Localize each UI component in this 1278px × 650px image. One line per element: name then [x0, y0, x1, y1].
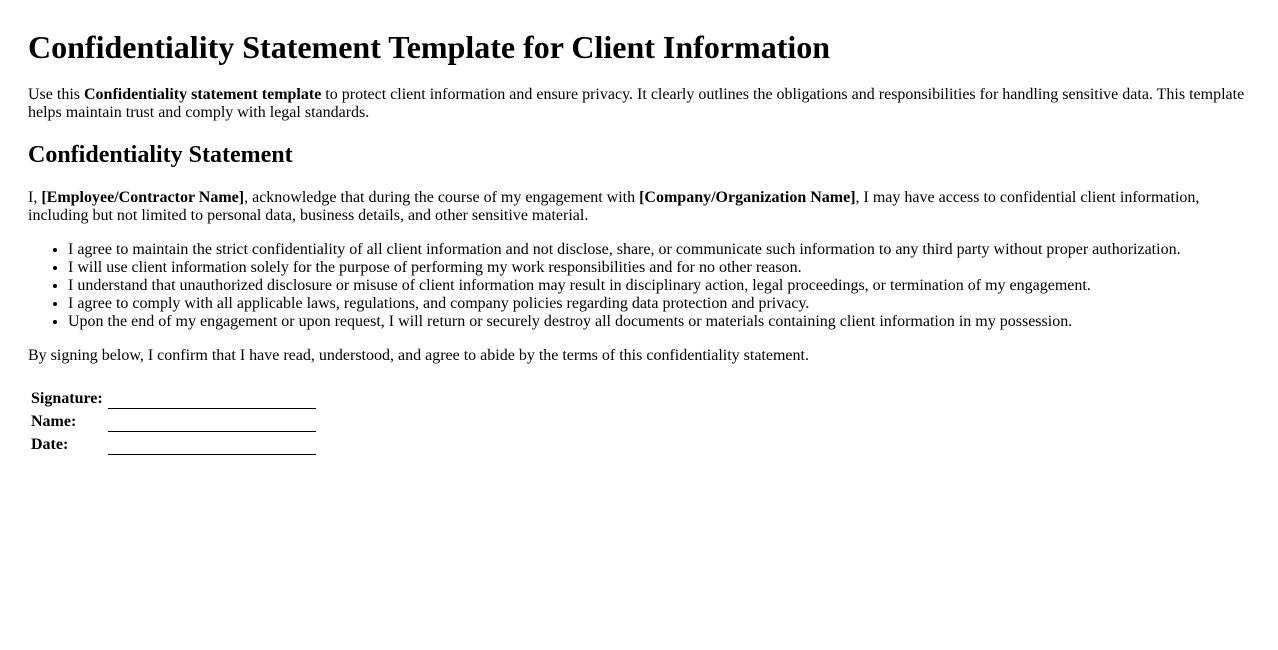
ack-text-2: , acknowledge that during the course of my engagement with	[244, 189, 640, 206]
company-name-placeholder: [Company/Organization Name]	[639, 189, 856, 206]
acknowledgement-paragraph	[28, 189, 1250, 225]
intro-text-start: Use this	[28, 86, 84, 103]
name-line	[108, 411, 316, 432]
signature-row	[30, 388, 316, 409]
intro-text-end: to protect client information and ensure privacy. It clearly outlines the obligations and responsibilities for handling sensitive data. This template helps maintain trust and comply with legal standards.	[28, 86, 1245, 121]
ack-text-1: I,	[28, 189, 42, 206]
intro-bold-term: Confidentiality statement template	[84, 86, 322, 103]
page-title: Confidentiality Statement Template for Client Information	[28, 29, 831, 65]
date-row	[30, 434, 316, 455]
list-item: • Upon the end of my engagement or upon request, I will return or securely destroy all documents or materials containing client information in my possession.	[68, 313, 1250, 331]
list-item: • I agree to maintain the strict confidentiality of all client information and not disclose, share, or communicate such information to any third party without proper authorization.	[68, 241, 1250, 259]
name-row	[30, 411, 316, 432]
list-item: • I will use client information solely for the purpose of performing my work responsibilities and for no other reason.	[68, 259, 1250, 277]
confirmation-paragraph: By signing below, I confirm that I have read, understood, and agree to abide by the terms of this confidentiality statement.	[28, 347, 809, 364]
list-item: • I agree to comply with all applicable laws, regulations, and company policies regarding data protection and privacy.	[68, 295, 1250, 313]
date-line	[108, 434, 316, 455]
signature-line	[108, 388, 316, 409]
date-label: Date:	[31, 436, 69, 453]
ack-text-3: , I may have access to confidential client information, including but not limited to personal data, business details, and other sensitive material.	[28, 189, 1200, 224]
list-item: • I understand that unauthorized disclosure or misuse of client information may result in disciplinary action, legal proceedings, or termination of my engagement.	[68, 277, 1250, 295]
signature-label: Signature:	[31, 390, 103, 407]
section-heading: Confidentiality Statement	[28, 142, 293, 168]
employee-name-placeholder: [Employee/Contractor Name]	[41, 189, 245, 206]
intro-paragraph	[28, 86, 1250, 122]
signature-block	[28, 386, 318, 457]
terms-list	[28, 241, 1250, 331]
name-label: Name:	[31, 413, 77, 430]
